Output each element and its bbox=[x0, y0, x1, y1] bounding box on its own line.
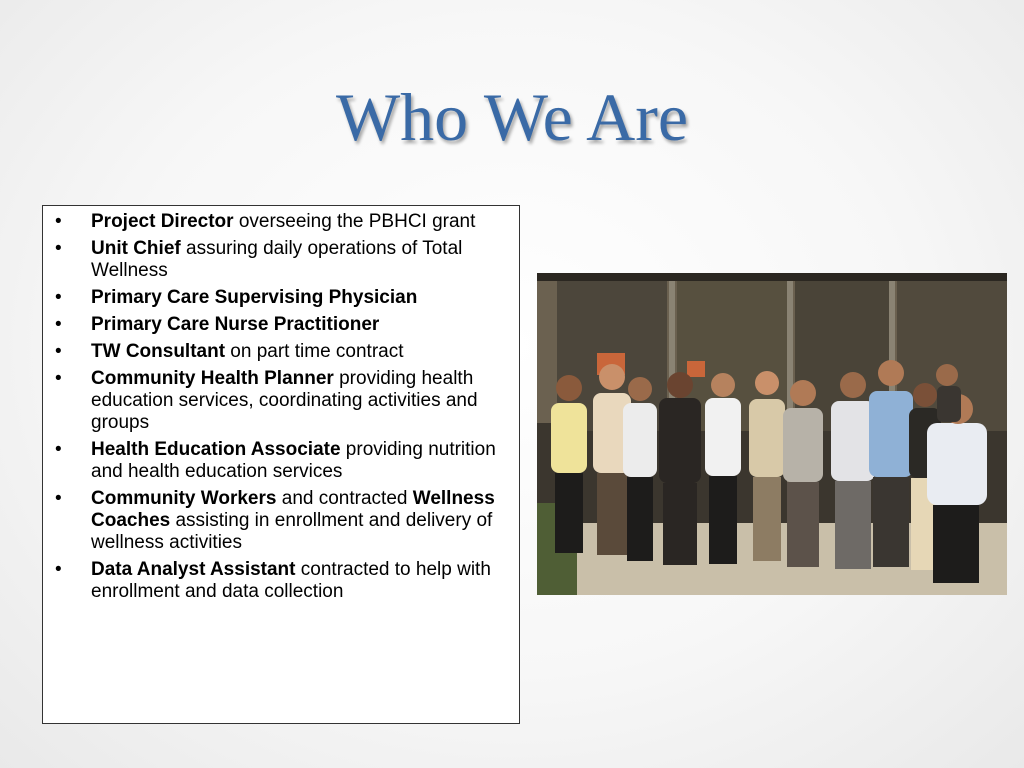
role-title: Data Analyst Assistant bbox=[91, 559, 296, 580]
list-item bbox=[55, 341, 499, 363]
role-title: TW Consultant bbox=[91, 341, 226, 362]
bullet-icon: • bbox=[55, 439, 62, 460]
list-item bbox=[55, 488, 499, 554]
roles-text-box bbox=[42, 205, 520, 724]
list-item bbox=[55, 314, 499, 336]
bullet-icon: • bbox=[55, 238, 62, 259]
role-title: Project Director bbox=[91, 211, 234, 232]
bullet-icon: • bbox=[55, 368, 62, 389]
list-item bbox=[55, 439, 499, 483]
bullet-icon: • bbox=[55, 488, 62, 509]
role-description: and contracted bbox=[276, 488, 413, 509]
role-description: on part time contract bbox=[225, 341, 404, 362]
list-item bbox=[55, 287, 499, 309]
bullet-icon: • bbox=[55, 559, 62, 580]
role-description: assisting in enrollment and delivery of wellness activities bbox=[91, 510, 493, 553]
role-description: providing health education services, coordinating activities and groups bbox=[91, 368, 478, 433]
roles-list bbox=[43, 206, 519, 603]
role-description: contracted to help with enrollment and data collection bbox=[91, 559, 491, 602]
role-title: Primary Care Nurse Practitioner bbox=[91, 314, 380, 335]
team-photo bbox=[537, 273, 1007, 595]
role-title: Community Workers bbox=[91, 488, 277, 509]
role-title: Primary Care Supervising Physician bbox=[91, 287, 418, 308]
list-item bbox=[55, 559, 499, 603]
role-title: Health Education Associate bbox=[91, 439, 341, 460]
role-description: assuring daily operations of Total Wellness bbox=[91, 238, 463, 281]
bullet-icon: • bbox=[55, 211, 62, 232]
list-item bbox=[55, 368, 499, 434]
role-description: providing nutrition and health education services bbox=[91, 439, 496, 482]
role-title: Unit Chief bbox=[91, 238, 181, 259]
list-item bbox=[55, 211, 499, 233]
role-description: overseeing the PBHCI grant bbox=[233, 211, 476, 232]
team-photo-illustration bbox=[537, 273, 1007, 595]
list-item bbox=[55, 238, 499, 282]
slide-title: Who We Are bbox=[335, 79, 689, 155]
bullet-icon: • bbox=[55, 287, 62, 308]
bullet-icon: • bbox=[55, 314, 62, 335]
role-title: Wellness Coaches bbox=[91, 488, 495, 531]
bullet-icon: • bbox=[55, 341, 62, 362]
role-title: Community Health Planner bbox=[91, 368, 334, 389]
